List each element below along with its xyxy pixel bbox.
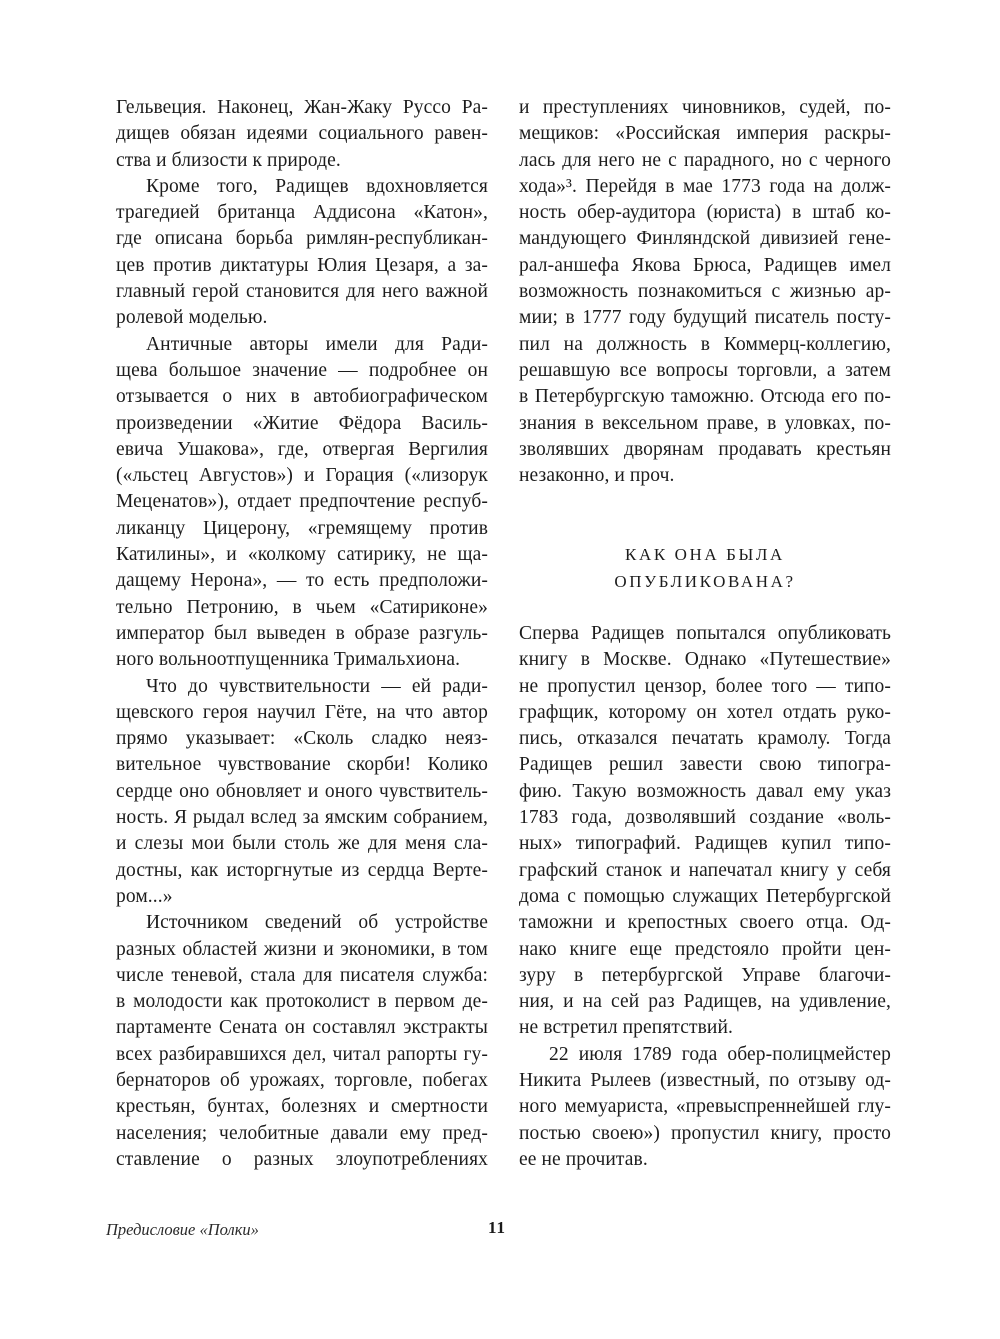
text-line: не пропустил цензор, более того — типо-	[519, 675, 891, 697]
text-line: всех разбиравшихся дел, читал рапорты гу-	[116, 1043, 488, 1065]
text-line: мии; в 1777 году будущий писатель посту-	[519, 307, 891, 329]
text-line: ных» типографий. Радищев купил типо-	[519, 833, 891, 855]
text-line: рал-аншефа Якова Брюса, Радищев имел	[519, 254, 891, 276]
text-line: возможность познакомиться с жизнью ар-	[519, 281, 891, 303]
text-line: и слезы мои были столь же для меня сла-	[116, 833, 488, 855]
text-line: щева большое значение — подробнее он	[116, 359, 488, 381]
text-line: 1783 года, дозволявший создание «воль-	[519, 807, 891, 829]
text-line: ного вольноотпущенника Тримальхиона.	[116, 649, 461, 671]
text-line: книгу в Москве. Однако «Путешествие»	[519, 649, 891, 671]
text-line: населения; челобитные давали ему пред-	[116, 1122, 488, 1144]
text-line: ность. Я рыдал вслед за ямским собранием,	[116, 807, 488, 829]
text-line: прямо указывает: «Сколь сладко неяз-	[116, 728, 488, 750]
text-line: император был выведен в образе разгуль-	[116, 622, 488, 644]
right-column-bottom	[519, 621, 891, 1173]
text-line: произведении «Житие Фёдора Василь-	[116, 412, 488, 434]
left-column	[116, 95, 488, 1173]
text-line: решавшую все вопросы торговли, а затем	[519, 359, 891, 381]
text-line: зволявших дворянам продавать крестьян	[519, 438, 891, 460]
running-title: Предисловие «Полки»	[106, 1220, 259, 1239]
text-line: в молодости как протоколист в первом де-	[116, 991, 488, 1013]
text-line: нако книге еще предстояло пройти цен-	[519, 938, 891, 960]
text-line: Источником сведений об устройстве	[146, 912, 488, 934]
text-line: бернаторов об урожаях, торговле, побегах	[116, 1069, 488, 1091]
text-line: Радищев решил завести свою типогра-	[519, 754, 891, 776]
text-line: хода»³. Перейдя в мае 1773 года на долж-	[519, 175, 891, 197]
text-line: мандующего Финляндской дивизией гене-	[519, 228, 891, 250]
section-heading	[519, 541, 891, 595]
text-line: тельно Петронию, в чьем «Сатириконе»	[116, 596, 488, 618]
text-line: дищев обязан идеями социального равен-	[116, 123, 488, 145]
text-line: 22 июля 1789 года обер-полицмейстер	[549, 1043, 891, 1065]
text-line: знания в вексельном праве, в уловках, по-	[519, 412, 891, 434]
text-line: зуру в петербургской Управе благочи-	[519, 964, 891, 986]
text-line: графщик, которому он хотел отдать руко-	[519, 701, 891, 723]
text-line: пись, отказался печатать крамолу. Тогда	[519, 728, 891, 750]
text-line: Античные авторы имели для Ради-	[146, 333, 488, 355]
text-line: не встретил препятствий.	[519, 1017, 733, 1039]
text-line: где описана борьба римлян-республикан-	[116, 228, 488, 250]
text-line: числе теневой, стала для писателя служба:	[116, 964, 488, 986]
text-line: пил на должность в Коммерц-коллегию,	[519, 333, 891, 355]
text-line: ролевой моделью.	[116, 307, 268, 329]
text-line: вительное чувствование скорби! Колико	[116, 754, 488, 776]
section-heading-line-2: ОПУБЛИКОВАНА?	[614, 572, 796, 591]
text-line: достны, как исторгнутые из сердца Верте-	[116, 859, 488, 881]
text-line: Меценатов»), отдает предпочтение респуб-	[116, 491, 488, 513]
text-line: графский станок и напечатал книгу у себя	[519, 859, 891, 881]
text-line: постью своею») пропустил книгу, просто	[519, 1122, 891, 1144]
text-line: разных областей жизни и экономики, в том	[116, 938, 488, 960]
text-line: евича Ушакова», где, отвергая Вергилия	[116, 438, 488, 460]
text-line: («льстец Августов») и Горация («лизорук	[116, 465, 488, 487]
text-line: сердце оно обновляет и оного чувствитель-	[116, 780, 488, 802]
text-line: ного мемуариста, «превыспреннейшей глу-	[519, 1096, 891, 1118]
text-line: Гельвеция. Наконец, Жан-Жаку Руссо Ра-	[116, 97, 488, 118]
text-line: главный герой становится для него важной	[116, 281, 488, 303]
text-line: ность обер-аудитора (юриста) в штаб ко-	[519, 202, 891, 224]
text-line: Кроме того, Радищев вдохновляется	[146, 175, 488, 197]
text-line: дащему Нерона», — то есть предположи-	[116, 570, 488, 592]
page-number: 11	[488, 1218, 507, 1237]
text-line: Катилины», и «колкому сатирику, не ща-	[116, 544, 488, 566]
text-line: мещиков: «Российская империя раскры-	[519, 123, 891, 145]
text-line: Сперва Радищев попытался опубликовать	[519, 623, 891, 644]
text-line: ее не прочитав.	[519, 1148, 648, 1170]
text-line: щевского героя научил Гёте, на что автор	[116, 701, 488, 723]
text-line: Что до чувствительности — ей ради-	[146, 675, 488, 697]
text-line: фию. Такую возможность давал ему указ	[519, 780, 891, 802]
text-line: в Петербургскую таможню. Отсюда его по-	[519, 386, 891, 408]
text-line: незаконно, и проч.	[519, 465, 675, 487]
text-line: крестьян, бунтах, болезнях и смертности	[116, 1096, 488, 1118]
section-heading-line-1: КАК ОНА БЫЛА	[625, 545, 785, 564]
text-line: дома с помощью служащих Петербургской	[519, 885, 891, 907]
text-line: лась для него не с парадного, но с черного	[519, 149, 891, 171]
text-line: и преступлениях чиновников, судей, по-	[519, 97, 891, 118]
text-line: трагедией британца Аддисона «Катон»,	[116, 202, 488, 224]
text-line: Никита Рылеев (известный, по отзыву од-	[519, 1070, 891, 1092]
text-line: партаменте Сената он составлял экстракты	[116, 1017, 488, 1039]
right-column-top	[519, 95, 891, 489]
text-line: ликанцу Цицерону, «гремящему против	[116, 517, 488, 539]
text-line: ства и близости к природе.	[116, 149, 341, 171]
text-line: отзывается о них в автобиографическом	[116, 386, 488, 408]
text-line: таможни и крепостных своего отца. Од-	[519, 912, 891, 934]
text-line: ставление о разных злоупотреблениях	[116, 1148, 488, 1170]
text-line: ром...»	[116, 885, 173, 907]
text-line: цев против диктатуры Юлия Цезаря, а за-	[116, 254, 488, 276]
text-line: ния, и на сей раз Радищев, на удивление,	[519, 991, 891, 1013]
